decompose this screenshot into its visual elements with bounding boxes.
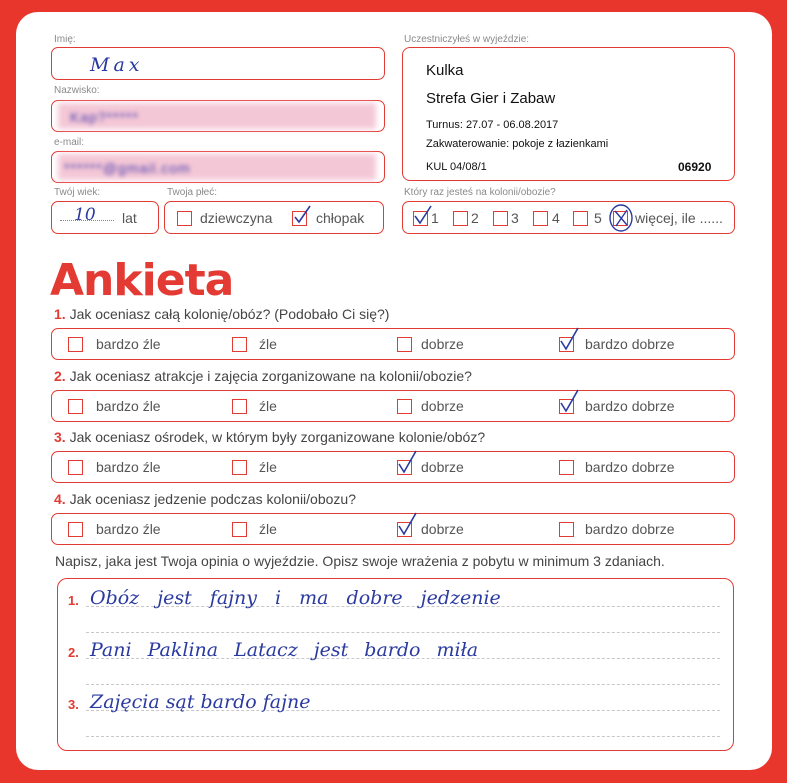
rating-checkbox[interactable]: [68, 522, 83, 537]
time-5-label: 5: [594, 210, 602, 226]
camp-turnus: Turnus: 27.07 - 06.08.2017: [426, 119, 559, 131]
rating-label: dobrze: [421, 459, 464, 475]
writing-line: [86, 632, 720, 633]
checkmark-icon: [396, 511, 418, 537]
rating-label: bardzo dobrze: [585, 336, 675, 352]
rating-label: źle: [259, 336, 277, 352]
question-1: [54, 306, 389, 322]
time-2-checkbox[interactable]: [453, 211, 468, 226]
camp-info-box: [402, 47, 735, 181]
participated-label: Uczestniczyłeś w wyjeździe:: [404, 34, 530, 45]
opinion-text-3: Zajęcia sąt bardo fajne: [90, 691, 311, 713]
surname-value: Kap?*****: [70, 109, 139, 125]
age-field[interactable]: [51, 201, 159, 234]
rating-label: dobrze: [421, 336, 464, 352]
rating-checkbox[interactable]: [68, 460, 83, 475]
opinion-line-number: 3.: [68, 697, 79, 712]
rating-label: źle: [259, 521, 277, 537]
rating-checkbox[interactable]: [397, 337, 412, 352]
surname-field[interactable]: [51, 100, 385, 132]
rating-checkbox[interactable]: [559, 522, 574, 537]
question-text: Jak oceniasz całą kolonię/obóz? (Podobało Ci się?): [69, 306, 390, 322]
name-value: Max: [90, 54, 144, 76]
question-2: [54, 368, 472, 384]
writing-line: [86, 684, 720, 685]
survey-title: Ankieta: [50, 255, 234, 306]
question-3: [54, 429, 485, 445]
rating-checkbox[interactable]: [68, 399, 83, 414]
opinion-prompt: Napisz, jaka jest Twoja opinia o wyjeździe. Opisz swoje wrażenia z pobytu w minimum 3 zdaniach.: [55, 553, 665, 569]
rating-label: bardzo dobrze: [585, 459, 675, 475]
time-4-checkbox[interactable]: [533, 211, 548, 226]
rating-checkbox[interactable]: [397, 399, 412, 414]
rating-label: bardzo źle: [96, 398, 161, 414]
camp-name: Kulka: [426, 62, 464, 79]
gender-girl-label: dziewczyna: [200, 210, 273, 226]
age-unit: lat: [122, 210, 137, 226]
rating-label: źle: [259, 459, 277, 475]
time-4-label: 4: [552, 210, 560, 226]
rating-label: dobrze: [421, 521, 464, 537]
rating-checkbox[interactable]: [68, 337, 83, 352]
circled-x-icon: [606, 202, 636, 234]
gender-girl-checkbox[interactable]: [177, 211, 192, 226]
rating-checkbox[interactable]: [232, 522, 247, 537]
question-text: Jak oceniasz jedzenie podczas kolonii/obozu?: [69, 491, 356, 507]
name-label: Imię:: [54, 34, 76, 45]
surname-label: Nazwisko:: [54, 85, 100, 96]
time-1-label: 1: [431, 210, 439, 226]
gender-label: Twoja płeć:: [167, 187, 218, 198]
question-number: 2.: [54, 368, 66, 384]
rating-label: dobrze: [421, 398, 464, 414]
question-number: 1.: [54, 306, 66, 322]
rating-label: bardzo źle: [96, 521, 161, 537]
rating-label: źle: [259, 398, 277, 414]
time-5-checkbox[interactable]: [573, 211, 588, 226]
checkmark-icon: [558, 388, 580, 414]
rating-label: bardzo źle: [96, 336, 161, 352]
email-label: e-mail:: [54, 137, 85, 148]
question-number: 3.: [54, 429, 66, 445]
question-text: Jak oceniasz atrakcje i zajęcia zorganizowane na kolonii/obozie?: [69, 368, 472, 384]
camp-accommodation: Zakwaterowanie: pokoje z łazienkami: [426, 138, 609, 150]
age-label: Twój wiek:: [54, 187, 101, 198]
age-value: 10: [74, 205, 96, 225]
gender-boy-label: chłopak: [316, 210, 365, 226]
checkmark-icon: [558, 326, 580, 352]
which-time-field: [402, 201, 735, 234]
camp-code: KUL 04/08/1: [426, 161, 487, 173]
time-2-label: 2: [471, 210, 479, 226]
opinion-line-number: 2.: [68, 645, 79, 660]
rating-checkbox[interactable]: [232, 460, 247, 475]
opinion-text-2: Pani Paklina Latacz jest bardo miła: [90, 639, 479, 661]
rating-label: bardzo dobrze: [585, 398, 675, 414]
rating-label: bardzo dobrze: [585, 521, 675, 537]
question-number: 4.: [54, 491, 66, 507]
which-time-label: Który raz jesteś na kolonii/obozie?: [404, 187, 556, 198]
camp-program: Strefa Gier i Zabaw: [426, 90, 556, 107]
time-more-label: więcej, ile ......: [635, 210, 723, 226]
opinion-line-number: 1.: [68, 593, 79, 608]
camp-number: 06920: [678, 160, 712, 174]
writing-line: [86, 736, 720, 737]
time-3-checkbox[interactable]: [493, 211, 508, 226]
checkmark-icon: [396, 449, 418, 475]
gender-field: [164, 201, 384, 234]
email-field[interactable]: [51, 151, 385, 183]
opinion-box[interactable]: [57, 578, 734, 751]
time-3-label: 3: [511, 210, 519, 226]
rating-checkbox[interactable]: [232, 399, 247, 414]
question-4: [54, 491, 356, 507]
rating-checkbox[interactable]: [232, 337, 247, 352]
question-text: Jak oceniasz ośrodek, w którym były zorganizowane kolonie/obóz?: [69, 429, 486, 445]
email-value: ******@gmail.com: [64, 160, 191, 176]
rating-label: bardzo źle: [96, 459, 161, 475]
opinion-text-1: Obóz jest fajny i ma dobre jedzenie: [90, 587, 501, 609]
checkmark-icon: [292, 204, 312, 226]
name-field[interactable]: [51, 47, 385, 80]
rating-checkbox[interactable]: [559, 460, 574, 475]
